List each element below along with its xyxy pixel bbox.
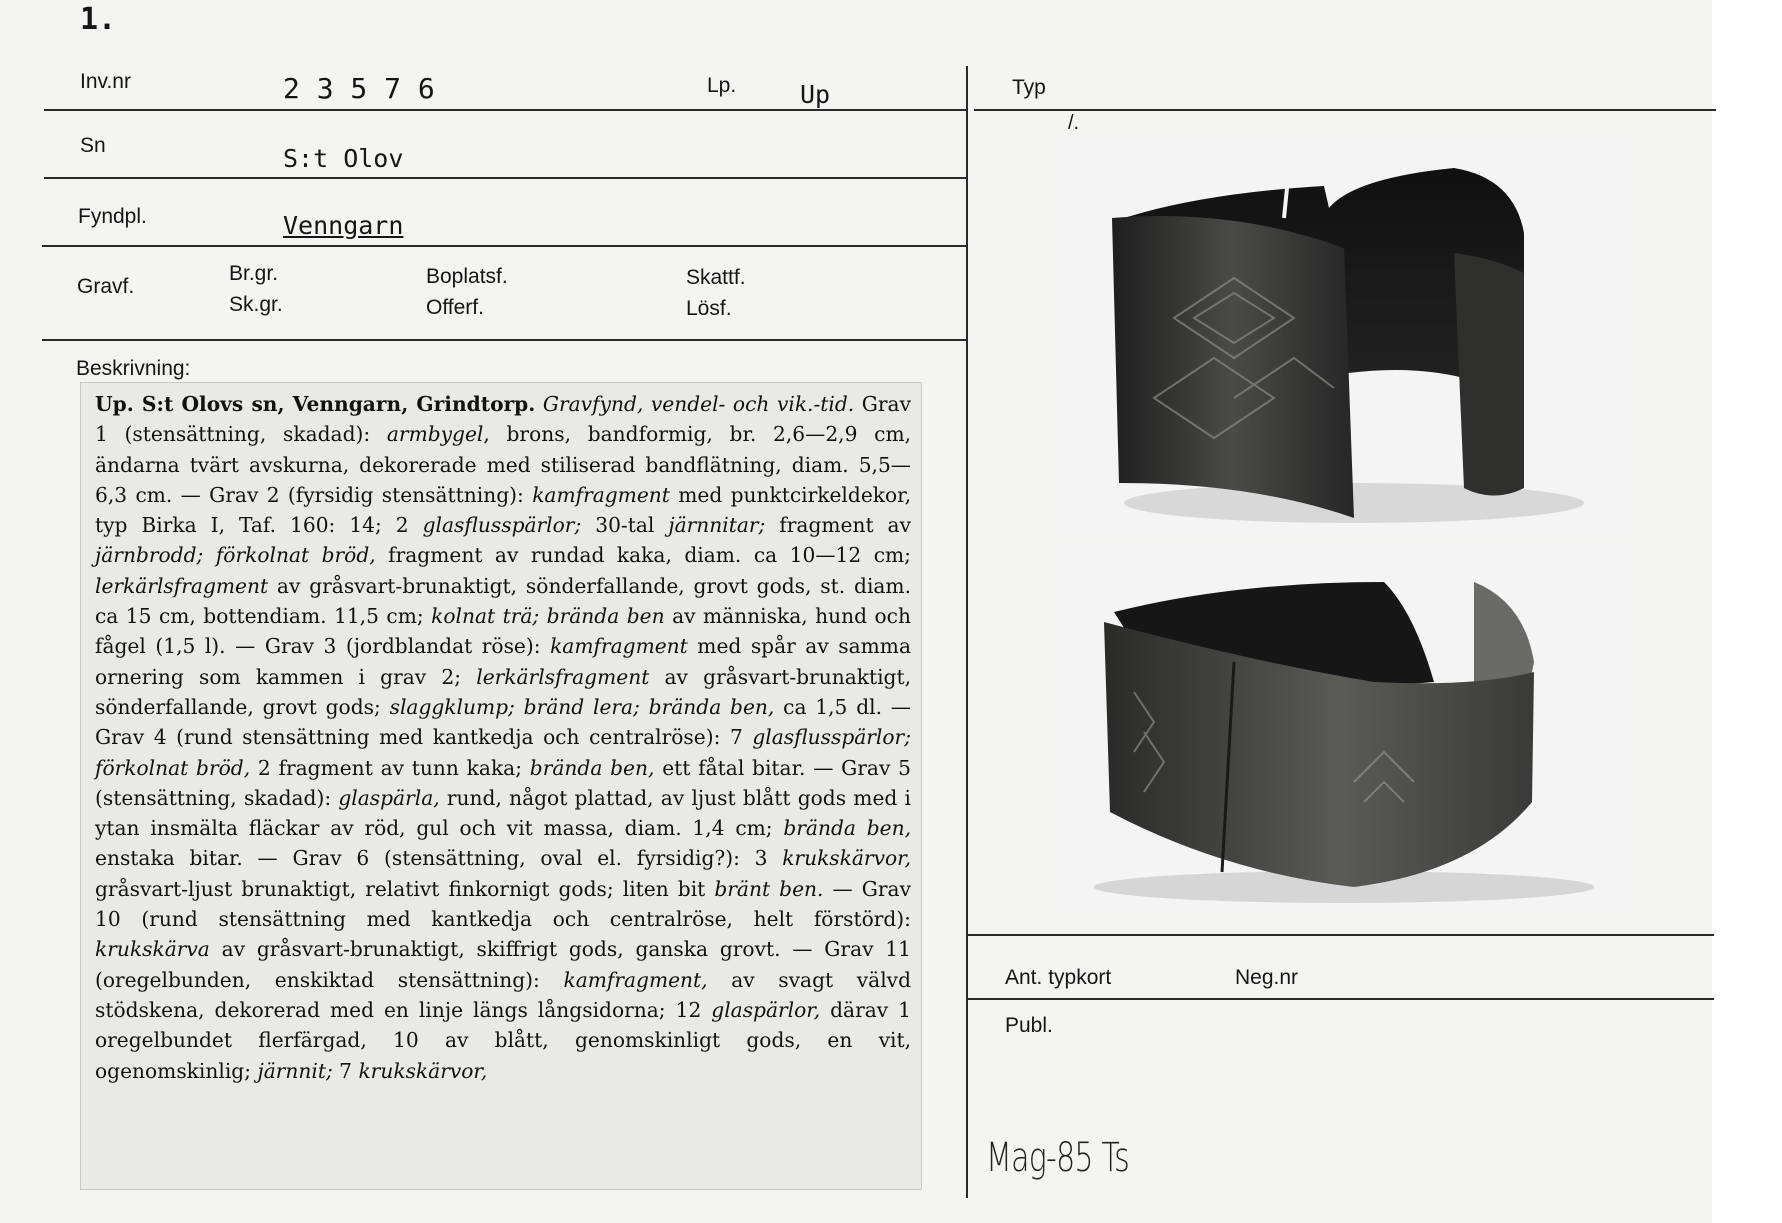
- description-segment: av gråsvart-brunaktigt, skiffrigt gods, ganska grovt. — Grav 11 (oregelbunden, enskiktad stensättning):: [95, 937, 911, 992]
- lp-value: Up: [800, 80, 831, 109]
- rule-sn: [44, 177, 966, 179]
- description-term: järnnitar;: [668, 513, 766, 538]
- description-segment: 30-tal: [581, 513, 669, 538]
- description-term: slaggklump; bränd lera; brända ben,: [389, 694, 775, 719]
- description-heading-italic: Gravfynd, vendel- och vik.-tid.: [542, 392, 855, 416]
- divider-vertical: [966, 66, 968, 1198]
- sn-label: Sn: [80, 134, 106, 157]
- description-segment: Grav 1 (stensättning, skadad):: [95, 392, 911, 447]
- description-term: krukskärvor,: [782, 846, 911, 871]
- description-clipping: [80, 382, 922, 1190]
- description-segment: av människa, hund och fågel (1,5 l). — Grav 3 (jordblandat röse):: [95, 604, 911, 659]
- rule-typ: [974, 109, 1716, 111]
- bracelet-photo-top: [1054, 138, 1630, 536]
- description-segment: av gråsvart-brunaktigt, sönderfallande, grovt gods;: [95, 664, 911, 719]
- description-term: kolnat trä; brända ben: [431, 604, 665, 629]
- brgr-label: Br.gr.: [229, 262, 279, 285]
- description-segment: 2 fragment av tunn kaka;: [250, 755, 530, 780]
- description-term: krukskärva: [95, 937, 210, 962]
- losf-label: Lösf.: [686, 297, 732, 320]
- description-term: armbygel: [386, 422, 484, 447]
- gravf-label: Gravf.: [77, 275, 135, 298]
- description-segment: , brons, bandformig, br. 2,6—2,9 cm, ändarna tvärt avskurna, dekorerade med stiliserad bandflätning, diam. 5,5—6,3 cm. — Grav 2 (fyrsidig stensättning):: [95, 422, 911, 507]
- ant-typkort-label: Ant. typkort: [1005, 966, 1112, 989]
- bracelet-photo-bottom: [1054, 542, 1630, 908]
- description-term: kamfragment: [532, 482, 670, 507]
- description-term: bränt ben.: [714, 876, 824, 901]
- card-number: 1.: [80, 2, 117, 37]
- description-segment: fragment av: [765, 513, 911, 538]
- fyndpl-value: Venngarn: [283, 211, 404, 240]
- description-segment: av gråsvart-brunaktigt, sönderfallande, grovt gods, st. diam. ca 15 cm, bottendiam. 11,5 cm;: [95, 573, 911, 629]
- bracelet-bottom-image: [1054, 542, 1630, 908]
- offerf-label: Offerf.: [426, 296, 484, 319]
- description-segment: ett fåtal bitar. — Grav 5 (stensättning, skadad):: [95, 755, 911, 810]
- description-heading: Up. S:t Olovs sn, Venngarn, Grindtorp.: [95, 392, 536, 416]
- description-segment: 7: [332, 1058, 359, 1083]
- description-segment: ca 1,5 dl. — Grav 4 (rund stensättning med kantkedja och centralröse): 7: [95, 694, 911, 750]
- fyndpl-label: Fyndpl.: [78, 205, 147, 228]
- rule-gravf: [42, 339, 966, 341]
- beskrivning-label: Beskrivning:: [76, 357, 191, 380]
- description-term: järnnit;: [257, 1058, 333, 1083]
- description-term: glaspärla,: [338, 785, 440, 810]
- publ-label: Publ.: [1005, 1014, 1053, 1037]
- typ-value: /.: [1068, 112, 1080, 134]
- description-term: kamfragment,: [563, 967, 708, 992]
- description-segment: med spår av samma ornering som kammen i grav 2;: [95, 634, 911, 689]
- skgr-label: Sk.gr.: [229, 293, 283, 316]
- description-segment: enstaka bitar. — Grav 6 (stensättning, oval el. fyrsidig?): 3: [95, 846, 783, 871]
- lp-label: Lp.: [707, 74, 737, 97]
- typ-label: Typ: [1012, 76, 1046, 99]
- handwritten-annotation: Mag-85 Ts: [986, 1135, 1130, 1181]
- skattf-label: Skattf.: [686, 266, 746, 289]
- description-term: brända ben,: [783, 816, 911, 841]
- description-text: [95, 389, 911, 1086]
- rule-fyndpl: [42, 245, 966, 247]
- description-term: glaspärlor,: [711, 997, 821, 1022]
- description-segment: fragment av rundad kaka, diam. ca 10—12 cm;: [375, 543, 911, 568]
- description-term: glasflusspärlor; förkolnat bröd,: [95, 725, 911, 780]
- description-term: lerkärlsfragment: [476, 664, 650, 689]
- description-segment: därav 1 oregelbundet flerfärgad, 10 av blått, genomskinligt gods, en vit, ogenomskinlig;: [95, 997, 911, 1083]
- description-term: brända ben,: [529, 755, 655, 780]
- description-segment: rund, något plattad, av ljust blått gods med i ytan insmälta fläckar av röd, gul och vit massa, diam. 1,4 cm;: [95, 785, 911, 841]
- description-term: kamfragment: [550, 634, 688, 659]
- description-body: [95, 392, 911, 1083]
- rule-ant: [968, 934, 1714, 936]
- description-segment: av svagt välvd stödskena, dekorerad med en linje längs långsidorna; 12: [95, 967, 911, 1022]
- description-term: glasflusspärlor;: [422, 513, 582, 538]
- description-segment: — Grav 10 (rund stensättning med kantkedja och centralröse, helt förstörd):: [95, 876, 912, 932]
- inv-nr-value: 2 3 5 7 6: [283, 72, 435, 105]
- description-segment: med punktcirkeldekor, typ Birka I, Taf. 160: 14; 2: [95, 482, 911, 538]
- bracelet-top-image: [1054, 138, 1630, 536]
- description-segment: gråsvart-ljust brunaktigt, relativt finkornigt gods; liten bit: [95, 876, 715, 901]
- rule-publ: [968, 998, 1714, 1000]
- neg-nr-label: Neg.nr: [1235, 966, 1299, 989]
- inv-nr-label: Inv.nr: [80, 70, 131, 93]
- rule-invnr: [44, 109, 966, 111]
- card-right-edge: [1712, 0, 1782, 1223]
- boplatsf-label: Boplatsf.: [426, 265, 508, 288]
- sn-value: S:t Olov: [283, 144, 404, 173]
- description-term: krukskärvor,: [358, 1058, 488, 1083]
- description-term: järnbrodd; förkolnat bröd,: [95, 543, 376, 568]
- description-term: lerkärlsfragment: [95, 573, 269, 598]
